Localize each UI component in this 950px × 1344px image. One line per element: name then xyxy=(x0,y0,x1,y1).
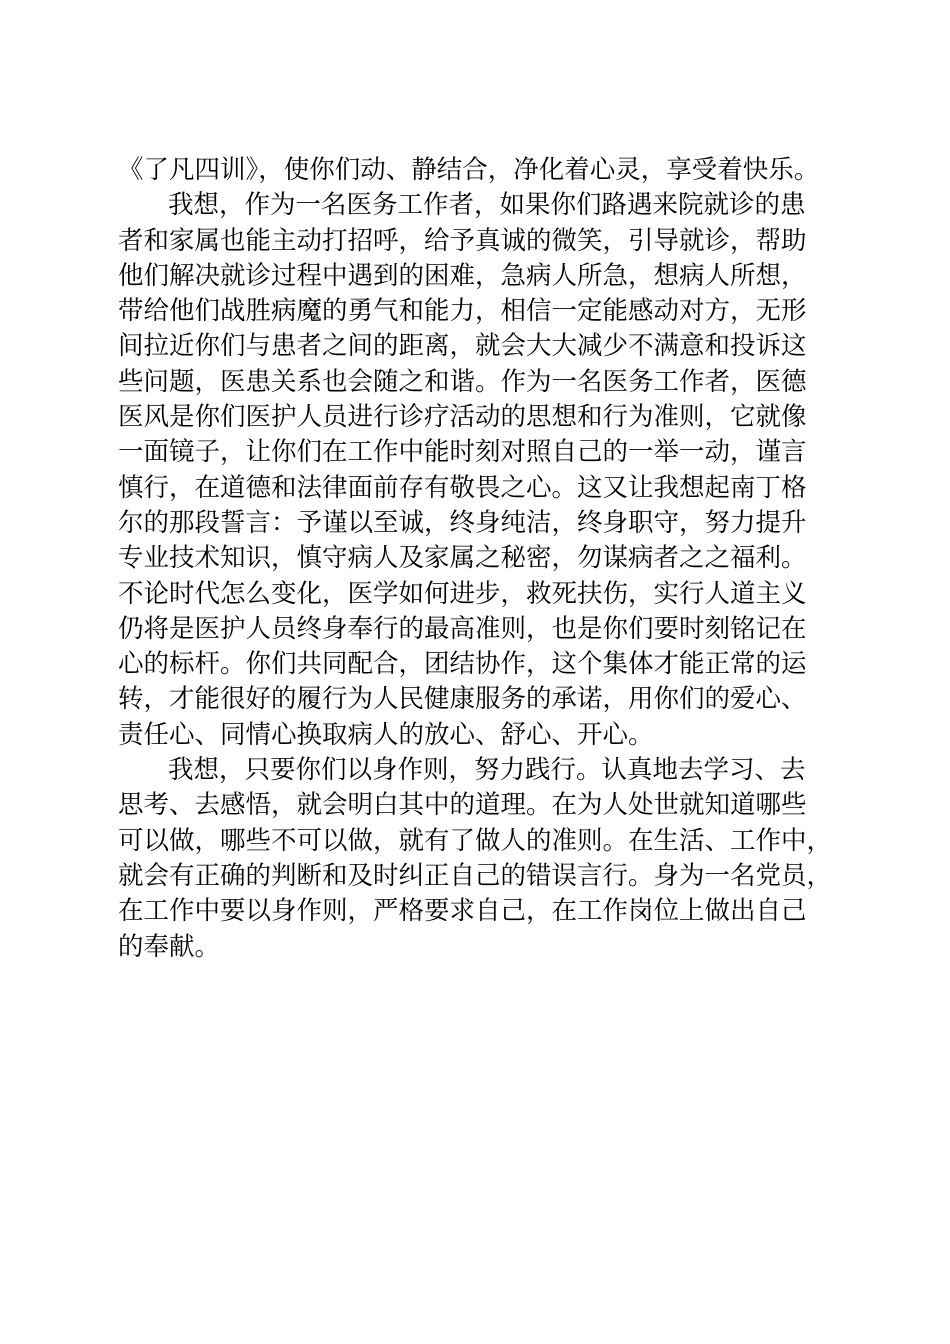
text-line: 不论时代怎么变化，医学如何进步，救死扶伤，实行人道主义 xyxy=(118,578,807,609)
text-line: 尔的那段誓言：予谨以至诚，终身纯洁，终身职守，努力提升 xyxy=(118,507,807,538)
text-line: 的奉献。 xyxy=(118,931,221,962)
text-line: 一面镜子，让你们在工作中能时刻对照自己的一举一动，谨言 xyxy=(118,437,807,468)
text-line: 转，才能很好的履行为人民健康服务的承诺，用你们的爱心、 xyxy=(118,684,807,715)
text-line: 些问题，医患关系也会随之和谐。作为一名医务工作者，医德 xyxy=(118,366,807,397)
text-line: 思考、去感悟，就会明白其中的道理。在为人处世就知道哪些 xyxy=(118,790,807,821)
text-line: 《了凡四训》，使你们动、静结合，净化着心灵，享受着快乐。 xyxy=(118,155,820,185)
paragraph-first-line: 我想，只要你们以身作则，努力践行。认真地去学习、去 xyxy=(168,755,806,786)
text-line: 带给他们战胜病魔的勇气和能力，相信一定能感动对方，无形 xyxy=(118,296,807,327)
text-line: 间拉近你们与患者之间的距离，就会大大减少不满意和投诉这 xyxy=(118,331,807,362)
text-line: 者和家属也能主动打招呼，给予真诚的微笑，引导就诊，帮助 xyxy=(118,225,807,256)
text-line: 就会有正确的判断和及时纠正自己的错误言行。身为一名党员， xyxy=(118,860,833,891)
text-line: 责任心、同情心换取病人的放心、舒心、开心。 xyxy=(118,719,654,750)
document-body xyxy=(118,153,848,965)
paragraph-first-line: 我想，作为一名医务工作者，如果你们路遇来院就诊的患 xyxy=(168,190,806,221)
text-line: 慎行，在道德和法律面前存有敬畏之心。这又让我想起南丁格 xyxy=(118,472,807,503)
text-line: 医风是你们医护人员进行诊疗活动的思想和行为准则，它就像 xyxy=(118,402,807,433)
text-line: 可以做，哪些不可以做，就有了做人的准则。在生活、工作中， xyxy=(118,825,833,856)
text-line: 他们解决就诊过程中遇到的困难，急病人所急，想病人所想， xyxy=(118,260,807,291)
text-line: 在工作中要以身作则，严格要求自己，在工作岗位上做出自己 xyxy=(118,896,807,927)
text-line: 仍将是医护人员终身奉行的最高准则，也是你们要时刻铭记在 xyxy=(118,613,807,644)
text-line: 心的标杆。你们共同配合，团结协作，这个集体才能正常的运 xyxy=(118,649,807,680)
text-line: 专业技术知识，慎守病人及家属之秘密，勿谋病者之之福利。 xyxy=(118,543,807,574)
